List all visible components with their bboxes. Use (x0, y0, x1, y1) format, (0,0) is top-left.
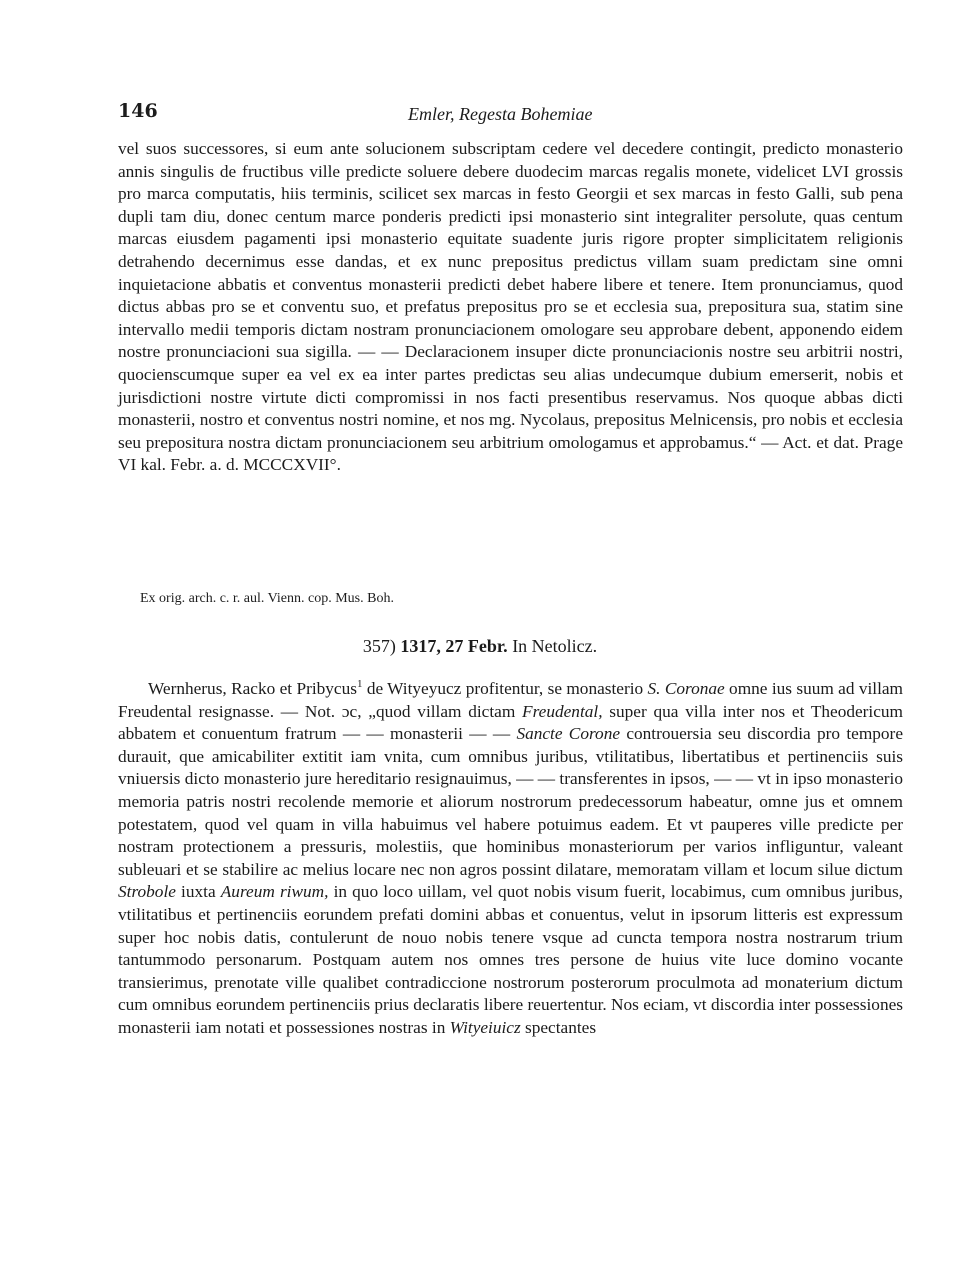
text-run: controuersia seu discordia pro tempore durauit, que amicabiliter extitit iam vnita, cum omnibus juribus, vtilitatibus, libertatibus et pertinenciis suis vniuersis dicto monasterio jure hereditario resignauimus, — — transferentes in ipsos, — — vt in ipso monasterio memoria patris nostri recolende memorie et aliorum nostrorum predecessorum habeatur, omne jus et omnem potestatem, quod vel quam in villa habuimus vel habere potuimus eadem. Et vt pauperes ville predicte per nostram protectionem a pressuris, molestiis, que hominibus monasteriorum per varios infliguntur, valeant subleuari et se stabilire ac melius locare nec non agros possint dilatare, memoratam villam et locum silue dictum (118, 724, 903, 879)
page-header (118, 100, 898, 130)
continuation-paragraph: vel suos successores, si eum ante solucionem subscriptam cedere vel decedere contingit, predicto monasterio annis singulis de fructibus ville predicte soluere debere duodecim marcas regalis monete, videlicet LVI grossis pro marca computatis, hiis terminis, scilicet sex marcas in festo Georgii et sex marcas in festo Galli, sub pena dupli tam diu, donec centum marce ponderis predicti ipsi monasterio sint integraliter persolute, quas centum marcas eiusdem pagamenti ipsi monasterio equitate suadente juris rigore propter simplicitatem religionis detrahendo decernimus esse dandas, et ex nunc prepositus predictus villam suam predictam sine omni inquietacione abbatis et conventus monasterii predicti debet habere libere et tenere. Item pronunciamus, quod dictus abbas pro se et conventu suo, et prefatus prepositus pro se et ecclesia sua, prepositura sua, statim sine intervallo medii temporis dictam nostram pronunciacionem omologare seu approbare debent, apponendo eidem nostre pronunciacioni sua sigilla. — — Declaracionem insuper dicte pronunciacionis nostre seu arbitrii nostri, quocienscumque super ea vel ex ea inter partes predictas seu alias undecumque dubium emerserit, nobis et jurisdictioni nostre virtute dicti compromissi in nos facti presentibus reservamus. Nos quoque abbas dicti monasterii, nostro et conventus nostri nomine, et nos mg. Nycolaus, prepositus Melnicensis, pro nobis et ecclesia seu prepositura nostra dictam pronunciacionem seu arbitrium omologamus et approbamus.“ — Act. et dat. Prage VI kal. Febr. a. d. MCCCXVII°. (118, 139, 903, 475)
footnote-marker: 1 (356, 678, 363, 691)
text-run: iuxta (175, 882, 221, 902)
running-title: Emler, Regesta Bohemiae (408, 104, 593, 124)
italic-run: Wityeiuicz (449, 1017, 521, 1037)
text-run: super qua villa inter nos et Theodericum abbatem et conuentum fratrum — — monasterii — — (118, 701, 903, 744)
entry-place: In Netolicz. (512, 636, 598, 656)
italic-run: Strobole (118, 882, 176, 902)
text-run: in quo loco uillam, vel quot nobis visum fuerit, locabimus, cum omnibus juribus, vtilitatibus et pertinenciis eorundem prefati domini abbas et conuentus, velut in ipsorum litteris est expressum super hoc nobis datis, contulerunt de nouo nobis tenere vsque ad cuncta tempora nostra nostrarum trium tantummodo personarum. Postquam autem nos omnes tres persone de huius vite luce domino vocante transierimus, prenotate ville qualibet contradiccione nostrorum posterorum proculmota ad monaterium dictum cum omnibus eorundem pertinenciis prius declaratis libere reuertentur. Nos eciam, vt discordia inter possessiones monasterii iam notati et possessiones nostras in (118, 882, 903, 1037)
italic-run: Aureum riwum, (220, 882, 329, 902)
continuation-block (118, 138, 903, 477)
entry-heading (0, 636, 960, 657)
text-run: omne ius suum ad villam Freudental resignasse. — Not. ɔc, „quod villam dictam (118, 679, 903, 721)
page-number: 146 (118, 100, 158, 122)
text-run: Wernherus, Racko et Pribycus (148, 679, 357, 698)
text-run: de Wityeyucz profitentur, se monasterio (362, 679, 648, 698)
italic-run: Sancte Corone (516, 724, 621, 744)
entry-date: 1317, 27 Febr. (400, 636, 508, 656)
entry-text-block (118, 678, 903, 1040)
source-note: Ex orig. arch. c. r. aul. Vienn. cop. Mus. Boh. (140, 591, 394, 606)
entry-number: 357) (362, 636, 396, 656)
italic-run: Freudental, (522, 701, 603, 721)
italic-run: S. Coronae (647, 679, 725, 698)
text-run: spectantes (520, 1017, 597, 1037)
entry-paragraph (118, 678, 903, 1040)
